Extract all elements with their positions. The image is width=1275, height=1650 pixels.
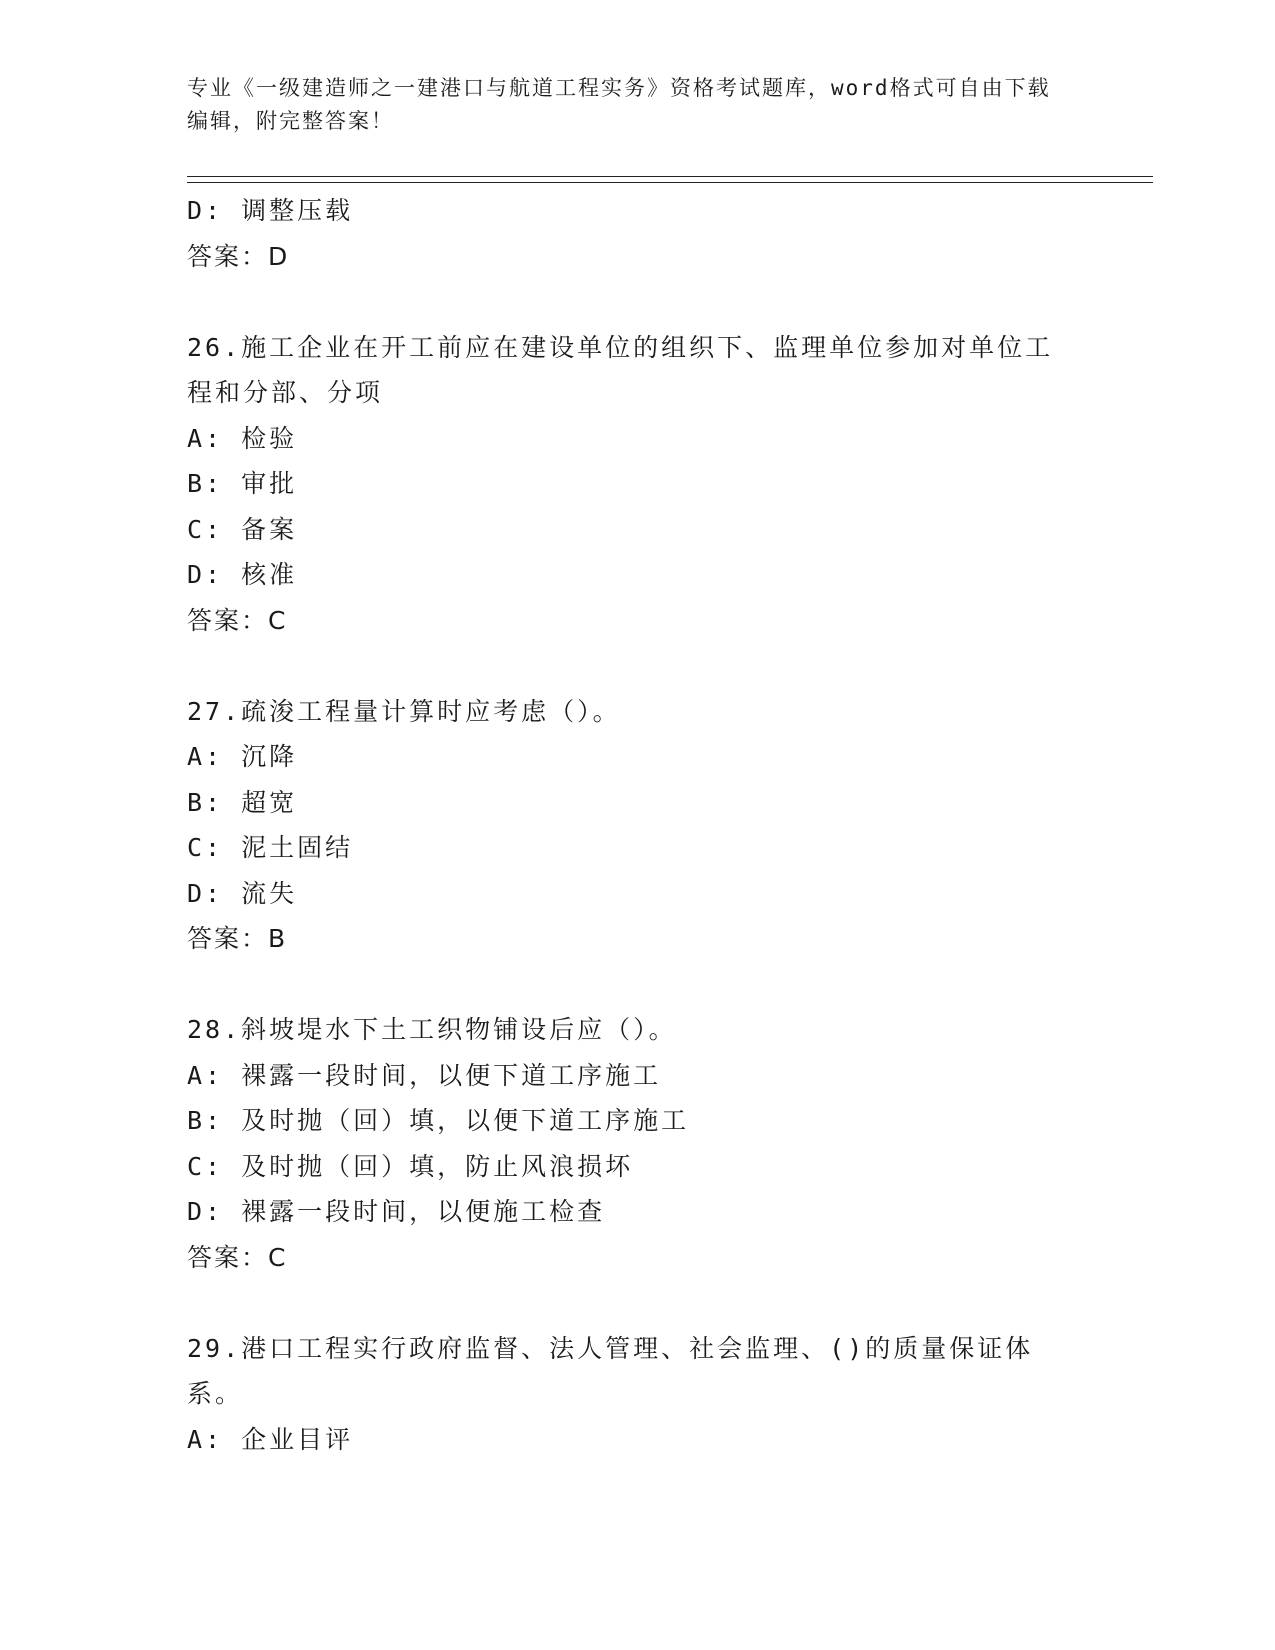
- answer-line: 答案：C: [187, 1242, 288, 1272]
- option-d: D: 核准: [187, 560, 298, 589]
- header-divider-bottom: [187, 182, 1153, 183]
- header-divider-top: [187, 176, 1153, 177]
- option-b: B: 审批: [187, 469, 298, 498]
- question-list: [187, 188, 1087, 1462]
- option-a: A: 裸露一段时间，以便下道工序施工: [187, 1060, 662, 1090]
- option-a: A: 企业目评: [187, 1424, 354, 1454]
- option-c: C: 泥土固结: [187, 833, 354, 862]
- question-title: 26.施工企业在开工前应在建设单位的组织下、监理单位参加对单位工程和分部、分项: [187, 332, 1054, 407]
- question-28: [187, 1007, 1087, 1280]
- option-d: D: 流失: [187, 878, 298, 908]
- option-d: D: 调整压载: [187, 196, 354, 225]
- option-c: C: 备案: [187, 514, 298, 544]
- document-header: [187, 72, 1067, 138]
- option-c: C: 及时抛（回）填，防止风浪损坏: [187, 1151, 634, 1181]
- question-title: 27.疏浚工程量计算时应考虑（）。: [187, 696, 621, 726]
- answer-line: 答案：B: [187, 924, 288, 953]
- option-b: B: 及时抛（回）填，以便下道工序施工: [187, 1106, 690, 1135]
- question-29: [187, 1326, 1087, 1463]
- question-27: [187, 689, 1087, 962]
- question-title: 28.斜坡堤水下土工织物铺设后应（）。: [187, 1015, 677, 1044]
- answer-line: 答案：C: [187, 605, 288, 635]
- question-26: [187, 325, 1087, 644]
- option-a: A: 检验: [187, 423, 298, 453]
- option-b: B: 超宽: [187, 787, 298, 817]
- answer-line: 答案：D: [187, 241, 290, 271]
- option-a: A: 沉降: [187, 742, 298, 771]
- header-text: 专业《一级建造师之一建港口与航道工程实务》资格考试题库，word格式可自由下载编辑，附完整答案！: [187, 76, 1051, 133]
- question-title: 29.港口工程实行政府监督、法人管理、社会监理、()的质量保证体系。: [187, 1333, 1034, 1408]
- option-d: D: 裸露一段时间，以便施工检查: [187, 1197, 606, 1226]
